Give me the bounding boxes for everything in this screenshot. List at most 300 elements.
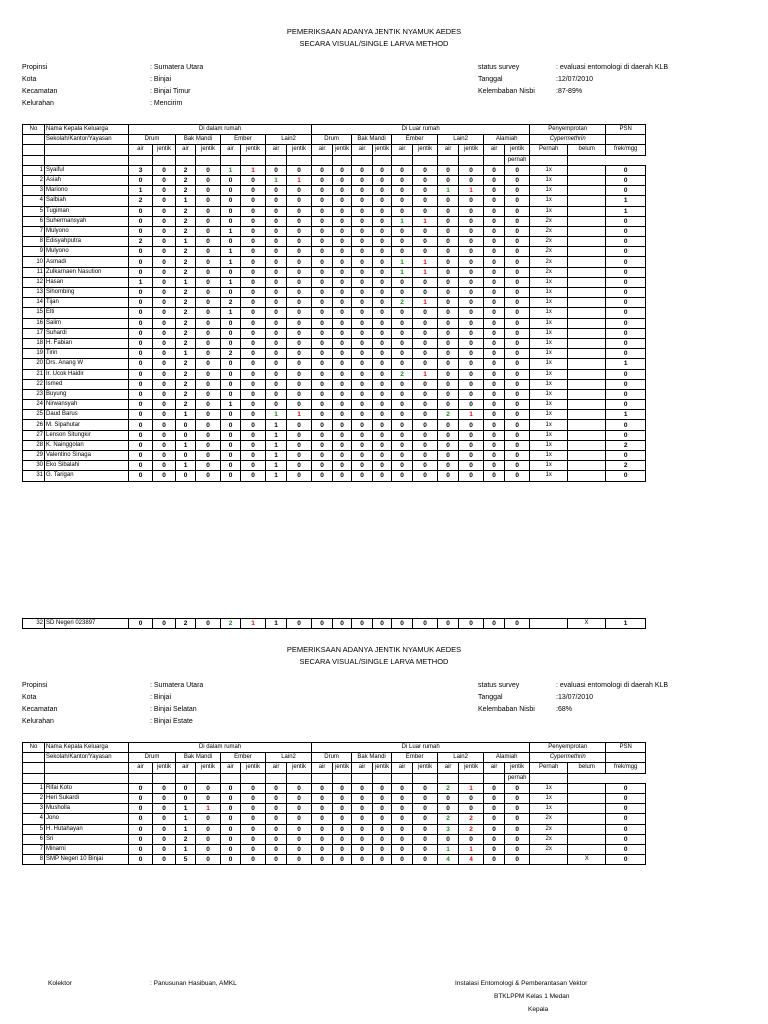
air-value: 0	[392, 277, 413, 287]
jentik-value: 0	[505, 824, 530, 834]
jentik-value: 0	[333, 824, 352, 834]
meta-value: : Binjai	[150, 694, 172, 701]
air-value: 2	[221, 619, 241, 629]
jentik-value: 0	[459, 793, 484, 803]
pernah-value: 1x	[530, 349, 568, 359]
air-value: 0	[266, 400, 287, 410]
jentik-value: 0	[196, 471, 221, 481]
air-value: 0	[221, 844, 241, 854]
sub-drum: Drum	[129, 753, 176, 763]
air-value: 2	[176, 834, 196, 844]
air-value: 2	[176, 206, 196, 216]
air-value: 0	[312, 389, 333, 399]
air-value: 0	[484, 430, 505, 440]
frek-value: 0	[606, 471, 646, 481]
jentik-value: 0	[241, 216, 266, 226]
sub-out-ember: Ember	[392, 753, 438, 763]
pernah-value: 1x	[530, 410, 568, 420]
blank	[484, 773, 505, 783]
air-value: 0	[312, 824, 333, 834]
jentik-value: 0	[333, 277, 352, 287]
jentik-value: 0	[505, 257, 530, 267]
frek-value: 1	[606, 619, 646, 629]
institution-head: Kepala	[528, 1006, 549, 1013]
air-value: 1	[176, 349, 196, 359]
meta-label: Propinsi	[22, 64, 48, 71]
air-value: 0	[129, 783, 153, 793]
air-value: 0	[438, 804, 459, 814]
jentik-value: 0	[333, 451, 352, 461]
jentik-value: 0	[505, 430, 530, 440]
air-value: 0	[312, 461, 333, 471]
jentik-value: 0	[241, 206, 266, 216]
sub-out-drum: Drum	[312, 135, 352, 145]
blank	[459, 773, 484, 783]
belum-value	[568, 410, 606, 420]
air-value: 0	[438, 471, 459, 481]
col-nama: Nama Kepala Keluarga	[45, 743, 129, 753]
meta-label: Propinsi	[22, 682, 48, 689]
jentik-value: 0	[241, 186, 266, 196]
air-value: 0	[352, 308, 373, 318]
air-value: 0	[129, 226, 153, 236]
blank	[129, 155, 153, 165]
air-value: 0	[312, 440, 333, 450]
frek-value: 0	[606, 226, 646, 236]
jentik-value: 0	[241, 288, 266, 298]
group-penyemprotan: Penyemprotan	[530, 125, 606, 135]
jentik-value: 0	[153, 814, 176, 824]
air-value: 0	[352, 814, 373, 824]
sub-out-bakmandi: Bak Mandi	[352, 135, 392, 145]
air-value: 0	[484, 196, 505, 206]
col-no-blank	[23, 753, 45, 763]
frek-value: 1	[606, 410, 646, 420]
jentik-value: 0	[241, 420, 266, 430]
jentik-value: 0	[153, 440, 176, 450]
frek-value: 0	[606, 247, 646, 257]
air-value: 0	[266, 226, 287, 236]
jentik-value: 0	[413, 783, 438, 793]
jentik-value: 0	[153, 247, 176, 257]
air-value: 0	[352, 318, 373, 328]
belum-value	[568, 783, 606, 793]
jentik-value: 0	[505, 298, 530, 308]
jentik-value: 0	[505, 186, 530, 196]
belum-value	[568, 216, 606, 226]
jentik-value: 0	[153, 359, 176, 369]
air-value: 1	[438, 186, 459, 196]
jentik-value: 0	[413, 834, 438, 844]
row-number: 5	[23, 206, 45, 216]
jentik-value: 0	[505, 226, 530, 236]
air-value: 0	[352, 619, 373, 629]
belum-value	[568, 186, 606, 196]
air-value: 1	[392, 267, 413, 277]
jentik-value: 0	[413, 247, 438, 257]
jentik-value: 0	[333, 379, 352, 389]
jentik-value: 0	[373, 165, 392, 175]
air-value: 0	[266, 288, 287, 298]
pernah-value: 1x	[530, 461, 568, 471]
row-name: Valentino Sinaga	[45, 451, 129, 461]
belum-value	[568, 471, 606, 481]
air-value: 2	[438, 783, 459, 793]
sub-psn-blank	[606, 753, 646, 763]
blank	[241, 155, 266, 165]
air-value: 0	[312, 175, 333, 185]
air-value: 0	[221, 793, 241, 803]
air-value: 1	[392, 257, 413, 267]
air-value: 0	[129, 298, 153, 308]
belum-value	[568, 237, 606, 247]
jentik-value: 0	[459, 400, 484, 410]
air-value: 0	[129, 328, 153, 338]
air-value: 0	[266, 267, 287, 277]
blank	[312, 773, 333, 783]
meta-value: :13/07/2010	[556, 694, 593, 701]
air-value: 2	[176, 328, 196, 338]
air-value: 1	[266, 420, 287, 430]
air-value: 0	[266, 349, 287, 359]
jentik-value: 0	[241, 379, 266, 389]
belum-value	[568, 257, 606, 267]
row-name: Mariono	[45, 186, 129, 196]
col-air: air	[176, 763, 196, 773]
jentik-value: 0	[333, 804, 352, 814]
air-value: 2	[176, 288, 196, 298]
jentik-value: 0	[287, 165, 312, 175]
jentik-value: 0	[333, 175, 352, 185]
belum-value	[568, 277, 606, 287]
air-value: 1	[176, 461, 196, 471]
jentik-value: 0	[287, 834, 312, 844]
col-air: air	[438, 145, 459, 155]
jentik-value: 0	[153, 855, 176, 865]
air-value: 1	[221, 226, 241, 236]
meta-label: Kelurahan	[22, 100, 54, 107]
air-value: 1	[221, 247, 241, 257]
air-value: 0	[312, 349, 333, 359]
jentik-value: 0	[241, 318, 266, 328]
jentik-value: 0	[333, 267, 352, 277]
frek-value: 0	[606, 298, 646, 308]
jentik-value: 1	[459, 186, 484, 196]
jentik-value: 2	[459, 824, 484, 834]
air-value: 0	[484, 349, 505, 359]
jentik-value: 0	[287, 369, 312, 379]
air-value: 0	[129, 267, 153, 277]
col-jentik: jentik	[505, 763, 530, 773]
air-value: 0	[352, 461, 373, 471]
pernah-value: 2x	[530, 267, 568, 277]
collector-name: : Panusunan Hasibuan, AMKL	[150, 980, 237, 987]
row-number: 24	[23, 400, 45, 410]
group-didalam: Di dalam rumah	[129, 125, 312, 135]
air-value: 0	[221, 288, 241, 298]
jentik-value: 0	[287, 461, 312, 471]
col-jentik: jentik	[459, 145, 484, 155]
jentik-value: 0	[459, 277, 484, 287]
jentik-value: 0	[459, 288, 484, 298]
jentik-value: 0	[373, 814, 392, 824]
jentik-value: 0	[287, 267, 312, 277]
air-value: 0	[129, 440, 153, 450]
air-value: 0	[312, 237, 333, 247]
table-row	[23, 430, 646, 440]
jentik-value: 0	[333, 430, 352, 440]
air-value: 0	[352, 471, 373, 481]
air-value: 2	[176, 308, 196, 318]
air-value: 1	[176, 804, 196, 814]
blank	[221, 773, 241, 783]
table-row	[23, 349, 646, 359]
jentik-value: 0	[373, 186, 392, 196]
jentik-value: 0	[196, 328, 221, 338]
jentik-value: 0	[373, 619, 392, 629]
row-number: 8	[23, 855, 45, 865]
row-name: Suhardi	[45, 328, 129, 338]
jentik-value: 0	[153, 186, 176, 196]
air-value: 0	[438, 451, 459, 461]
jentik-value: 0	[287, 430, 312, 440]
pernah-value: 1x	[530, 400, 568, 410]
jentik-value: 0	[505, 451, 530, 461]
air-value: 0	[129, 461, 153, 471]
air-value: 0	[266, 379, 287, 389]
jentik-value: 0	[459, 389, 484, 399]
blank	[153, 155, 176, 165]
blank	[176, 773, 196, 783]
belum-value	[568, 318, 606, 328]
air-value: 0	[266, 389, 287, 399]
row-name: M. Sipahutar	[45, 420, 129, 430]
meta-label: Kecamatan	[22, 706, 58, 713]
jentik-value: 0	[241, 247, 266, 257]
jentik-value: 0	[459, 461, 484, 471]
belum-value	[568, 298, 606, 308]
blank	[23, 763, 45, 773]
blank	[373, 155, 392, 165]
pernah-value: 1x	[530, 288, 568, 298]
jentik-value: 0	[153, 226, 176, 236]
air-value: 0	[438, 440, 459, 450]
pernah-value: 1x	[530, 379, 568, 389]
jentik-value: 0	[196, 175, 221, 185]
air-value: 0	[129, 257, 153, 267]
blank	[45, 155, 129, 165]
belum-value	[568, 226, 606, 236]
frek-value: 0	[606, 328, 646, 338]
jentik-value: 0	[333, 855, 352, 865]
jentik-value: 0	[505, 206, 530, 216]
frek-value: 0	[606, 369, 646, 379]
blank	[312, 155, 333, 165]
air-value: 0	[392, 461, 413, 471]
blank	[241, 773, 266, 783]
air-value: 0	[129, 855, 153, 865]
jentik-value: 0	[505, 247, 530, 257]
jentik-value: 0	[241, 237, 266, 247]
row-name: Drs. Anang W	[45, 359, 129, 369]
row-name: K. Nainggolan	[45, 440, 129, 450]
jentik-value: 0	[241, 844, 266, 854]
air-value: 0	[221, 420, 241, 430]
jentik-value: 0	[505, 237, 530, 247]
jentik-value: 0	[413, 451, 438, 461]
jentik-value: 0	[413, 206, 438, 216]
air-value: 0	[484, 844, 505, 854]
row-name: Tirin	[45, 349, 129, 359]
jentik-value: 0	[505, 814, 530, 824]
survey-info	[478, 62, 758, 102]
air-value: 0	[438, 389, 459, 399]
sub-ember: Ember	[221, 135, 266, 145]
jentik-value: 0	[153, 338, 176, 348]
sub-lain2: Lain2	[266, 135, 312, 145]
air-value: 0	[484, 257, 505, 267]
frek-value: 0	[606, 420, 646, 430]
blank	[530, 773, 568, 783]
air-value: 0	[484, 369, 505, 379]
col-air: air	[352, 763, 373, 773]
meta-value: : evaluasi entomologi di daerah KLB	[556, 64, 669, 71]
jentik-value: 0	[505, 359, 530, 369]
jentik-value: 0	[196, 257, 221, 267]
air-value: 0	[484, 338, 505, 348]
frek-value: 2	[606, 461, 646, 471]
pernah-value: 1x	[530, 196, 568, 206]
air-value: 0	[484, 247, 505, 257]
jentik-value: 0	[153, 430, 176, 440]
jentik-value: 0	[153, 389, 176, 399]
air-value: 0	[129, 288, 153, 298]
sub-out-alamiah: Alamiah	[484, 753, 530, 763]
col-jentik: jentik	[505, 145, 530, 155]
jentik-value: 0	[413, 440, 438, 450]
air-value: 0	[352, 206, 373, 216]
frek-value: 0	[606, 349, 646, 359]
jentik-value: 0	[333, 237, 352, 247]
jentik-value: 0	[373, 844, 392, 854]
jentik-value: 0	[373, 430, 392, 440]
jentik-value: 0	[505, 855, 530, 865]
frek-value: 0	[606, 389, 646, 399]
col-sekolah: Sekolah/Kantor/Yayasan	[45, 753, 129, 763]
air-value: 2	[176, 400, 196, 410]
row-number: 12	[23, 277, 45, 287]
jentik-value: 0	[287, 804, 312, 814]
jentik-value: 0	[459, 359, 484, 369]
pernah-value: 1x	[530, 359, 568, 369]
meta-label: Kelembaban Nisbi	[478, 706, 535, 713]
col-jentik: jentik	[459, 763, 484, 773]
jentik-value: 0	[196, 298, 221, 308]
table-row	[23, 369, 646, 379]
pernah-value: 2x	[530, 226, 568, 236]
row-name: Daud Barus	[45, 410, 129, 420]
row-number: 7	[23, 226, 45, 236]
air-value: 0	[392, 844, 413, 854]
air-value: 0	[266, 237, 287, 247]
jentik-value: 0	[196, 420, 221, 430]
row-number: 7	[23, 844, 45, 854]
col-air: air	[438, 763, 459, 773]
air-value: 0	[312, 844, 333, 854]
col-air: air	[266, 145, 287, 155]
air-value: 5	[176, 855, 196, 865]
air-value: 0	[484, 619, 505, 629]
sub-ember: Ember	[221, 753, 266, 763]
row-number: 3	[23, 186, 45, 196]
col-air: air	[312, 145, 333, 155]
jentik-value: 0	[505, 844, 530, 854]
jentik-value: 0	[153, 804, 176, 814]
jentik-value: 0	[373, 369, 392, 379]
air-value: 2	[438, 410, 459, 420]
row-number: 32	[23, 619, 45, 629]
jentik-value: 0	[287, 814, 312, 824]
jentik-value: 1	[196, 804, 221, 814]
pernah-value	[530, 855, 568, 865]
air-value: 0	[221, 804, 241, 814]
jentik-value: 0	[196, 389, 221, 399]
location-info-2	[22, 680, 322, 730]
sub-cypermethrin: Cypermethrin	[530, 753, 606, 763]
jentik-value: 0	[287, 844, 312, 854]
belum-value	[568, 379, 606, 389]
pernah-value: 1x	[530, 318, 568, 328]
sub-psn-blank	[606, 135, 646, 145]
air-value: 0	[438, 247, 459, 257]
air-value: 0	[438, 619, 459, 629]
blank	[459, 155, 484, 165]
jentik-value: 0	[153, 844, 176, 854]
page-subtitle: SECARA VISUAL/SINGLE LARVA METHOD	[299, 39, 449, 48]
meta-value: : evaluasi entomologi di daerah KLB	[556, 682, 669, 689]
table-row	[23, 844, 646, 854]
air-value: 0	[129, 247, 153, 257]
row-number: 29	[23, 451, 45, 461]
col-jentik: jentik	[153, 763, 176, 773]
col-frek: frek/mgg	[606, 145, 646, 155]
jentik-value: 0	[333, 783, 352, 793]
air-value: 0	[312, 318, 333, 328]
jentik-value: 0	[196, 237, 221, 247]
jentik-value: 0	[459, 420, 484, 430]
air-value: 0	[484, 288, 505, 298]
meta-value: : Binjai Selatan	[150, 706, 197, 713]
air-value: 0	[438, 237, 459, 247]
air-value: 2	[176, 165, 196, 175]
jentik-value: 0	[505, 804, 530, 814]
air-value: 2	[176, 359, 196, 369]
belum-value	[568, 814, 606, 824]
row-number: 25	[23, 410, 45, 420]
jentik-value: 0	[153, 288, 176, 298]
location-info	[22, 62, 322, 112]
belum-value	[568, 288, 606, 298]
jentik-value: 0	[153, 277, 176, 287]
jentik-value: 0	[373, 196, 392, 206]
col-frek: frek/mgg	[606, 763, 646, 773]
air-value: 0	[129, 471, 153, 481]
jentik-value: 0	[196, 277, 221, 287]
air-value: 0	[352, 298, 373, 308]
air-value: 0	[221, 440, 241, 450]
jentik-value: 0	[153, 206, 176, 216]
belum-value	[568, 267, 606, 277]
